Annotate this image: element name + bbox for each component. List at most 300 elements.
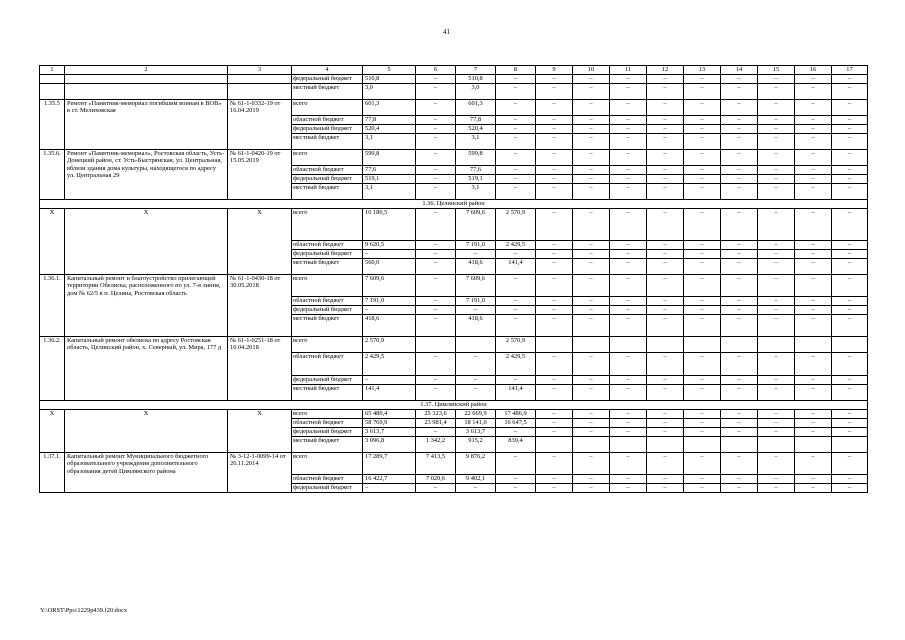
value-cell: – (573, 306, 610, 315)
value-cell: – (536, 353, 573, 376)
value-cell: – (721, 175, 758, 184)
value-cell: – (536, 184, 573, 200)
value-cell: – (536, 410, 573, 419)
value-cell: – (610, 410, 647, 419)
value-cell: – (496, 428, 536, 437)
value-cell: – (496, 100, 536, 116)
value-cell: 510,8 (363, 75, 416, 84)
value-cell: – (758, 315, 795, 337)
value-cell: – (721, 453, 758, 475)
value-cell: – (832, 125, 868, 134)
object-name: Х (65, 410, 228, 453)
value-cell: 77,6 (456, 166, 496, 175)
value-cell: – (795, 297, 832, 306)
value-cell: – (416, 250, 456, 259)
value-cell: – (496, 275, 536, 297)
value-cell: – (721, 428, 758, 437)
value-cell: – (721, 259, 758, 275)
value-cell: – (832, 166, 868, 175)
value-cell: – (832, 428, 868, 437)
value-cell: – (416, 134, 456, 150)
value-cell: – (758, 453, 795, 475)
value-cell: – (536, 275, 573, 297)
value-cell: – (758, 484, 795, 493)
value-cell: – (758, 116, 795, 125)
value-cell: – (610, 125, 647, 134)
col-number: 4 (292, 66, 363, 75)
value-cell: 3 613,7 (363, 428, 416, 437)
value-cell: – (721, 100, 758, 116)
value-cell: – (573, 166, 610, 175)
file-path-footer: Y:\ORST\Ppo\1229p439.f20.docx (40, 607, 128, 614)
value-cell: – (573, 315, 610, 337)
value-cell: – (795, 134, 832, 150)
value-cell: – (416, 184, 456, 200)
value-cell: – (573, 453, 610, 475)
value-cell: – (647, 275, 684, 297)
value-cell: – (496, 306, 536, 315)
value-cell: 2 570,9 (496, 337, 536, 353)
value-cell: – (758, 250, 795, 259)
value-cell: 519,1 (363, 175, 416, 184)
value-cell: 560,0 (363, 259, 416, 275)
funding-source: федеральный бюджет (292, 306, 363, 315)
value-cell: – (536, 241, 573, 250)
value-cell: – (573, 134, 610, 150)
value-cell: – (573, 428, 610, 437)
funding-source: областной бюджет (292, 419, 363, 428)
object-name: Х (65, 209, 228, 275)
value-cell: – (573, 275, 610, 297)
value-cell: 2 429,5 (496, 353, 536, 376)
value-cell (721, 437, 758, 453)
value-cell: – (536, 315, 573, 337)
value-cell: – (684, 475, 721, 484)
value-cell: – (832, 306, 868, 315)
value-cell: – (684, 306, 721, 315)
value-cell: 9 620,5 (363, 241, 416, 250)
value-cell: – (758, 306, 795, 315)
value-cell: – (647, 376, 684, 385)
value-cell: – (647, 306, 684, 315)
value-cell: – (832, 297, 868, 306)
value-cell: – (536, 166, 573, 175)
value-cell: – (647, 116, 684, 125)
value-cell: 519,1 (456, 175, 496, 184)
value-cell: – (795, 419, 832, 428)
value-cell: 3 096,8 (363, 437, 416, 453)
value-cell: – (684, 353, 721, 376)
value-cell: – (416, 84, 456, 100)
value-cell: – (536, 116, 573, 125)
value-cell: – (416, 376, 456, 385)
value-cell: – (416, 150, 456, 166)
value-cell: – (795, 84, 832, 100)
value-cell: – (684, 84, 721, 100)
value-cell: 17 289,7 (363, 453, 416, 475)
value-cell: – (832, 419, 868, 428)
value-cell: – (573, 250, 610, 259)
value-cell: 18 141,0 (456, 419, 496, 428)
value-cell: – (536, 134, 573, 150)
value-cell: – (647, 353, 684, 376)
col-number: 17 (832, 66, 868, 75)
value-cell: – (684, 166, 721, 175)
document-ref: № 61-1-0251-18 от 10.04.2018 (228, 337, 292, 401)
value-cell: – (536, 428, 573, 437)
item-number: Х (40, 209, 65, 275)
value-cell (832, 437, 868, 453)
value-cell: – (573, 175, 610, 184)
value-cell: 3,1 (363, 134, 416, 150)
value-cell (795, 437, 832, 453)
funding-source: местный бюджет (292, 134, 363, 150)
value-cell: – (573, 209, 610, 241)
value-cell: 58 769,9 (363, 419, 416, 428)
col-number: 10 (573, 66, 610, 75)
value-cell (610, 337, 647, 353)
value-cell: – (536, 259, 573, 275)
funding-source: федеральный бюджет (292, 376, 363, 385)
value-cell: 520,4 (456, 125, 496, 134)
document-ref: № 3-12-1-0099-14 от 26.11.2014 (228, 453, 292, 493)
value-cell: – (496, 175, 536, 184)
value-cell: – (573, 125, 610, 134)
value-cell (795, 337, 832, 353)
value-cell: 23 981,4 (416, 419, 456, 428)
value-cell: – (416, 166, 456, 175)
value-cell: – (684, 209, 721, 241)
value-cell: 141,4 (363, 385, 416, 401)
value-cell: – (684, 410, 721, 419)
funding-source: всего (292, 150, 363, 166)
funding-source: местный бюджет (292, 184, 363, 200)
value-cell: – (758, 259, 795, 275)
value-cell: – (536, 297, 573, 306)
value-cell: 2 570,9 (496, 209, 536, 241)
value-cell: – (721, 150, 758, 166)
value-cell: 418,6 (363, 315, 416, 337)
value-cell: – (496, 134, 536, 150)
value-cell: – (496, 125, 536, 134)
column-number-row (40, 66, 868, 75)
value-cell: – (758, 166, 795, 175)
col-number: 7 (456, 66, 496, 75)
value-cell: 915,2 (456, 437, 496, 453)
value-cell: – (416, 241, 456, 250)
value-cell: – (832, 75, 868, 84)
value-cell: – (758, 84, 795, 100)
value-cell: – (795, 250, 832, 259)
value-cell: – (832, 134, 868, 150)
value-cell: – (573, 241, 610, 250)
value-cell: – (795, 100, 832, 116)
item-number: 1.36.1. (40, 275, 65, 337)
value-cell: – (684, 419, 721, 428)
value-cell: – (721, 419, 758, 428)
value-cell: 65 480,4 (363, 410, 416, 419)
value-cell: – (832, 116, 868, 125)
table-body (40, 66, 868, 493)
value-cell: – (536, 419, 573, 428)
value-cell: – (416, 353, 456, 376)
value-cell: – (721, 353, 758, 376)
value-cell: 22 669,9 (456, 410, 496, 419)
value-cell: – (536, 376, 573, 385)
value-cell: 2 429,5 (496, 241, 536, 250)
col-number: 5 (363, 66, 416, 75)
object-name (65, 75, 228, 84)
value-cell: – (721, 184, 758, 200)
value-cell: – (795, 385, 832, 401)
value-cell: – (573, 297, 610, 306)
value-cell: 25 323,6 (416, 410, 456, 419)
value-cell: – (647, 175, 684, 184)
value-cell: – (721, 250, 758, 259)
value-cell: 599,8 (456, 150, 496, 166)
value-cell: – (758, 385, 795, 401)
funding-source: всего (292, 100, 363, 116)
table-row (40, 209, 868, 241)
value-cell: – (536, 84, 573, 100)
value-cell: 3,1 (456, 184, 496, 200)
value-cell: – (610, 297, 647, 306)
value-cell (456, 337, 496, 353)
funding-source: областной бюджет (292, 241, 363, 250)
table-row (40, 75, 868, 84)
value-cell: – (496, 475, 536, 484)
value-cell: – (721, 475, 758, 484)
value-cell: 2 429,5 (363, 353, 416, 376)
value-cell: – (610, 453, 647, 475)
value-cell: – (496, 75, 536, 84)
table-row (40, 100, 868, 116)
value-cell: – (610, 353, 647, 376)
value-cell: – (536, 453, 573, 475)
value-cell: – (647, 475, 684, 484)
value-cell: – (610, 134, 647, 150)
value-cell: 16 422,7 (363, 475, 416, 484)
value-cell: – (721, 75, 758, 84)
value-cell (573, 337, 610, 353)
value-cell: – (456, 250, 496, 259)
value-cell: – (758, 419, 795, 428)
value-cell: – (684, 385, 721, 401)
value-cell: – (758, 209, 795, 241)
value-cell: 510,8 (456, 75, 496, 84)
value-cell: – (832, 315, 868, 337)
value-cell (416, 337, 456, 353)
value-cell: – (610, 84, 647, 100)
item-number: 1.37.1. (40, 453, 65, 493)
value-cell: – (684, 184, 721, 200)
value-cell: – (795, 376, 832, 385)
value-cell: 17 486,9 (496, 410, 536, 419)
funding-source: областной бюджет (292, 353, 363, 376)
value-cell: – (416, 315, 456, 337)
program-table (39, 65, 868, 493)
col-number: 1 (40, 66, 65, 75)
value-cell: 77,6 (363, 166, 416, 175)
value-cell: – (795, 475, 832, 484)
value-cell (536, 437, 573, 453)
item-number (40, 84, 65, 100)
col-number: 14 (721, 66, 758, 75)
value-cell: – (610, 419, 647, 428)
value-cell: – (496, 453, 536, 475)
value-cell: – (684, 428, 721, 437)
value-cell: – (832, 453, 868, 475)
value-cell: – (536, 209, 573, 241)
value-cell: – (684, 250, 721, 259)
document-ref: Х (228, 209, 292, 275)
funding-source: всего (292, 453, 363, 475)
value-cell: – (416, 125, 456, 134)
value-cell: – (610, 315, 647, 337)
value-cell: – (758, 275, 795, 297)
value-cell: – (721, 385, 758, 401)
value-cell (573, 437, 610, 453)
value-cell: – (721, 376, 758, 385)
value-cell: – (610, 75, 647, 84)
value-cell: – (647, 100, 684, 116)
section-header-row (40, 200, 868, 209)
value-cell: – (721, 209, 758, 241)
value-cell: – (647, 134, 684, 150)
value-cell: – (610, 250, 647, 259)
value-cell: – (363, 250, 416, 259)
value-cell: – (758, 475, 795, 484)
value-cell: 601,3 (456, 100, 496, 116)
document-ref: № 61-1-0430-18 от 30.05.2018 (228, 275, 292, 337)
value-cell: – (647, 419, 684, 428)
col-number: 9 (536, 66, 573, 75)
value-cell: – (684, 100, 721, 116)
table-row (40, 337, 868, 353)
value-cell: – (795, 75, 832, 84)
value-cell: 3,0 (456, 84, 496, 100)
value-cell: – (610, 100, 647, 116)
value-cell: – (416, 209, 456, 241)
value-cell: – (647, 150, 684, 166)
value-cell: – (610, 306, 647, 315)
value-cell: 7 609,6 (363, 275, 416, 297)
value-cell: 601,3 (363, 100, 416, 116)
value-cell: – (832, 259, 868, 275)
value-cell: – (721, 241, 758, 250)
value-cell: – (832, 275, 868, 297)
value-cell: – (795, 453, 832, 475)
value-cell: – (684, 75, 721, 84)
funding-source: областной бюджет (292, 166, 363, 175)
value-cell: – (684, 175, 721, 184)
value-cell: – (573, 100, 610, 116)
table-row (40, 410, 868, 419)
value-cell: – (684, 241, 721, 250)
value-cell: – (758, 175, 795, 184)
value-cell: – (647, 315, 684, 337)
funding-source: местный бюджет (292, 84, 363, 100)
value-cell: – (573, 150, 610, 166)
value-cell: – (795, 275, 832, 297)
funding-source: областной бюджет (292, 116, 363, 125)
value-cell: – (647, 184, 684, 200)
value-cell: – (795, 259, 832, 275)
value-cell: – (758, 125, 795, 134)
col-number: 6 (416, 66, 456, 75)
object-name: Капитальный ремонт Муниципального бюджетного образовательного учреждения дополнительного образования детей Цимлянского района (65, 453, 228, 493)
col-number: 16 (795, 66, 832, 75)
document-ref (228, 84, 292, 100)
value-cell: 839,4 (496, 437, 536, 453)
value-cell (647, 337, 684, 353)
value-cell: 10 180,5 (363, 209, 416, 241)
value-cell: 599,8 (363, 150, 416, 166)
value-cell: – (536, 250, 573, 259)
value-cell (536, 337, 573, 353)
value-cell: – (573, 259, 610, 275)
value-cell: – (721, 297, 758, 306)
document-ref: № 61-1-0420-19 от 15.05.2019 (228, 150, 292, 200)
table-row (40, 453, 868, 475)
value-cell: – (496, 376, 536, 385)
value-cell: – (758, 75, 795, 84)
value-cell: 2 570,9 (363, 337, 416, 353)
document-ref (228, 75, 292, 84)
value-cell: – (610, 259, 647, 275)
item-number: 1.35.5 (40, 100, 65, 150)
value-cell: – (758, 100, 795, 116)
value-cell: – (795, 428, 832, 437)
value-cell: – (536, 306, 573, 315)
funding-source: областной бюджет (292, 297, 363, 306)
value-cell: – (416, 275, 456, 297)
value-cell: – (758, 184, 795, 200)
value-cell: – (721, 134, 758, 150)
value-cell: – (832, 484, 868, 493)
value-cell: – (758, 376, 795, 385)
value-cell (610, 437, 647, 453)
value-cell: – (647, 84, 684, 100)
value-cell: – (647, 297, 684, 306)
value-cell: – (610, 428, 647, 437)
value-cell: – (795, 484, 832, 493)
value-cell: – (832, 475, 868, 484)
funding-source: всего (292, 410, 363, 419)
value-cell: – (795, 315, 832, 337)
value-cell: – (363, 484, 416, 493)
value-cell: 3 613,7 (456, 428, 496, 437)
value-cell: – (832, 209, 868, 241)
value-cell: – (610, 184, 647, 200)
value-cell: – (610, 116, 647, 125)
value-cell: – (647, 484, 684, 493)
value-cell: – (456, 306, 496, 315)
value-cell: – (795, 241, 832, 250)
value-cell: – (573, 484, 610, 493)
value-cell: 520,4 (363, 125, 416, 134)
value-cell: – (610, 209, 647, 241)
value-cell: – (610, 150, 647, 166)
value-cell: – (536, 100, 573, 116)
object-name: Капитальный ремонт и благоустройство прилегающей территории Обелиска, расположенного по ул. 7-я линия, дом № 62/5 в п. Целина, Ростовская область (65, 275, 228, 337)
value-cell: – (536, 125, 573, 134)
value-cell: – (721, 125, 758, 134)
value-cell: – (647, 428, 684, 437)
value-cell: – (758, 428, 795, 437)
value-cell: – (456, 353, 496, 376)
value-cell: – (496, 250, 536, 259)
